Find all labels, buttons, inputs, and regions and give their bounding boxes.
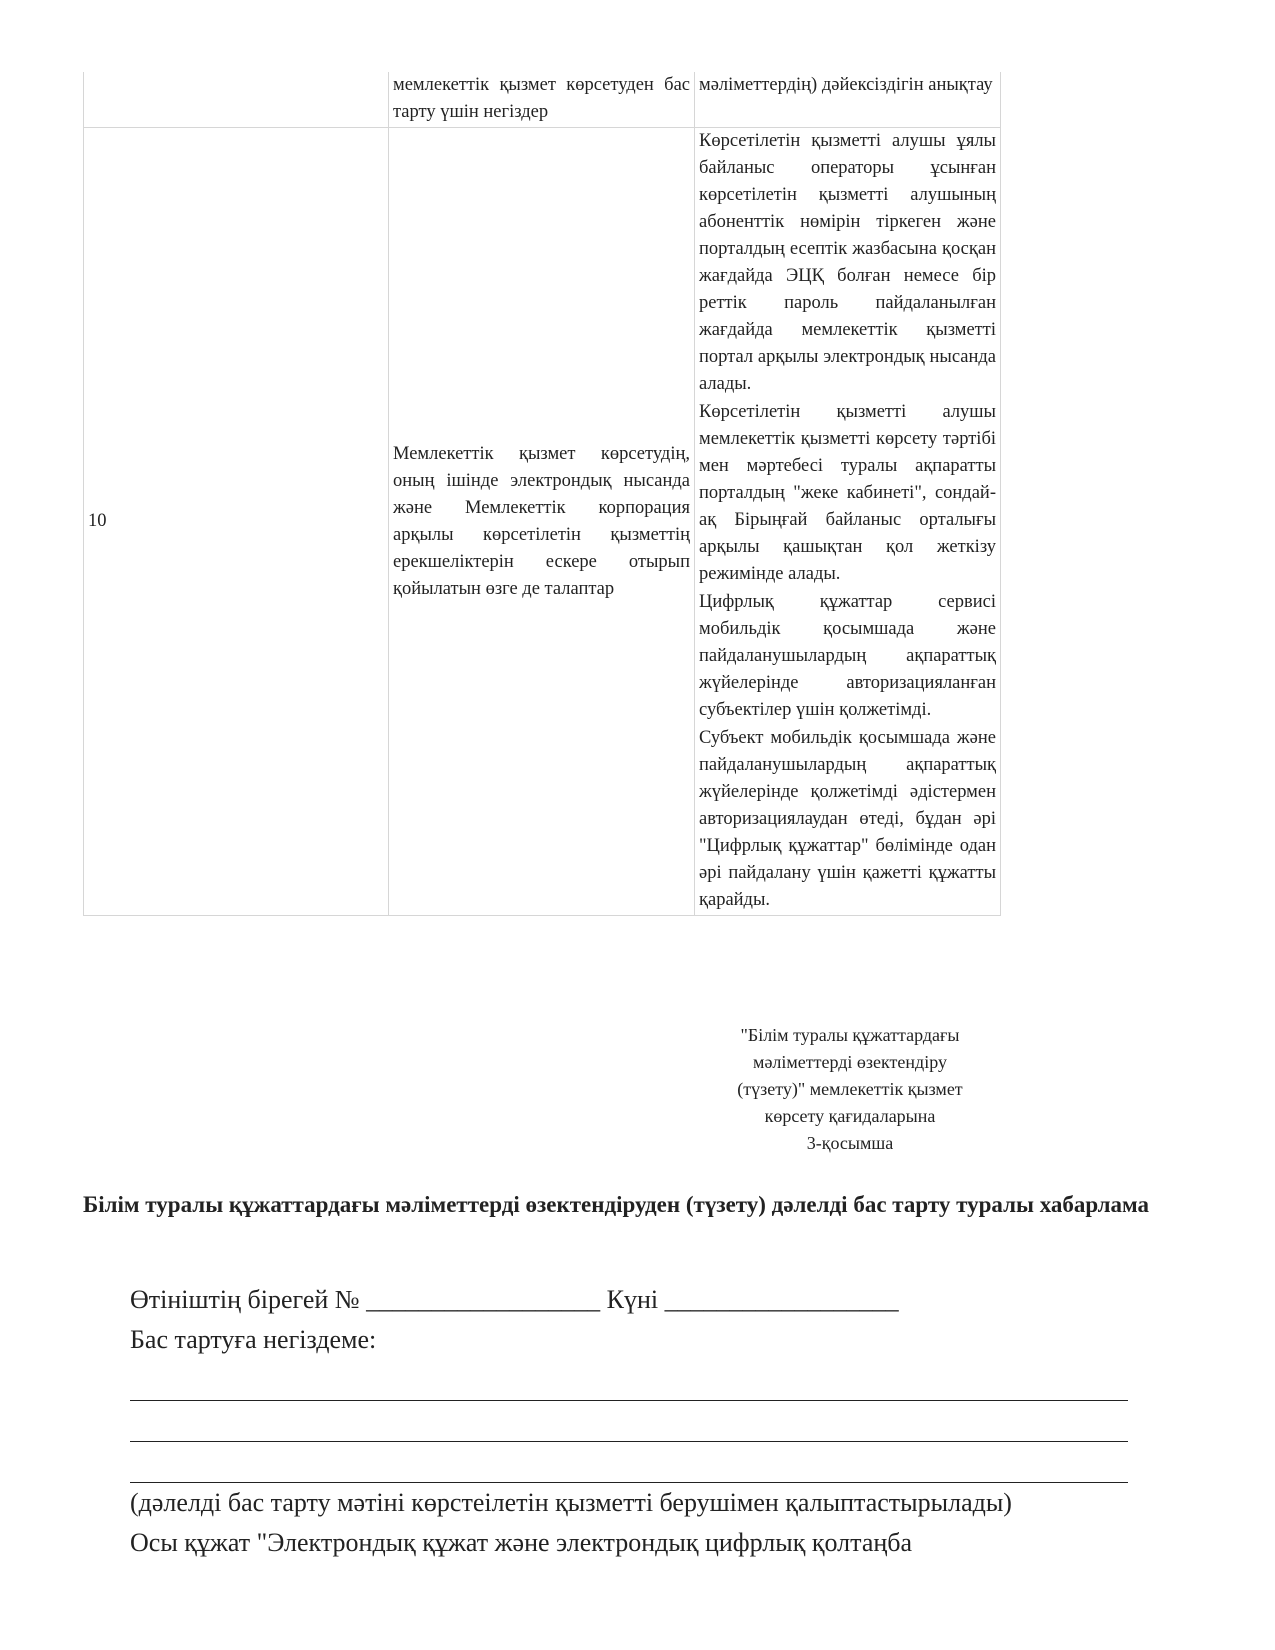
value-paragraph: Көрсетілетін қызметті алушы ұялы байланыс операторы ұсынған көрсетілетін қызметті алушының абоненттік нөмірін тіркеген және порталдың есептік жазбасына қосқан жағдайда ЭЦҚ болған немесе бір реттік пароль пайдаланылған жағдайда мемлекеттік қызметті портал арқылы электрондық нысанда алады. — [699, 131, 996, 394]
refusal-basis-label: Бас тартуға негіздеме: — [130, 1325, 377, 1354]
row-value-cell: мәліметтердің) дәйексіздігін анықтау — [695, 72, 1001, 128]
form-note: (дәлелді бас тарту мәтіні көрстеілетін қызметті берушімен қалыптастырылады) — [130, 1488, 1012, 1517]
row-number-cell: 10 — [84, 128, 389, 916]
value-paragraph: Көрсетілетін қызметті алушы мемлекеттік қызметті көрсету тәртібі мен мәртебесі туралы ақпаратты порталдың "жеке кабинеті", сондай-ақ Бірыңғай байланыс орталығы арқылы қашықтан қол жеткізу режимінде алады. — [699, 402, 996, 584]
appendix-line: көрсету қағидаларына — [764, 1106, 936, 1126]
document-title: Білім туралы құжаттардағы мәліметтерді өзектендіруден (түзету) дәлелді бас тарту туралы хабарлама — [83, 1192, 1150, 1217]
refusal-form — [130, 1280, 1130, 1563]
table-row — [84, 72, 1001, 128]
appendix-line: (түзету)" мемлекеттік қызмет — [737, 1079, 963, 1099]
application-number-line — [130, 1280, 1130, 1320]
application-number-field[interactable]: __________________ — [366, 1285, 601, 1314]
row-number-cell — [84, 72, 389, 128]
row-label-cell: мемлекеттік қызмет көрсетуден бас тарту үшін негіздер — [389, 72, 695, 128]
appendix-line: 3-қосымша — [806, 1133, 894, 1153]
closing-text: Осы құжат "Электрондық құжат және электрондық цифрлық қолтаңба — [130, 1528, 913, 1557]
row-label-cell: Мемлекеттік қызмет көрсетудің, оның ішінде электрондық нысанда және Мемлекеттік корпорация арқылы көрсетілетін қызметтің ерекшеліктерін ескере отырып қойылатын өзге де талаптар — [389, 128, 695, 916]
date-label: Күні — [606, 1285, 659, 1314]
appendix-note — [700, 1022, 1000, 1157]
value-paragraph: Цифрлық құжаттар сервисі мобильдік қосымшада және пайдаланушылардың ақпараттық жүйелерінде авторизацияланған субъектілер үшін қолжетімді. — [699, 592, 996, 720]
refusal-basis-line[interactable] — [130, 1401, 1128, 1442]
value-paragraph: Субъект мобильдік қосымшада және пайдаланушылардың ақпараттық жүйелерінде қолжетімді әдістермен авторизациялаудан өтеді, бұдан әрі "Цифрлық құжаттар" бөлімінде одан әрі пайдалану үшін қажетті құжатты қарайды. — [699, 728, 996, 910]
application-number-label: Өтініштің бірегей № — [130, 1285, 360, 1314]
appendix-line: мәліметтерді өзектендіру — [753, 1052, 947, 1072]
appendix-line: "Білім туралы құжаттардағы — [740, 1025, 960, 1045]
refusal-basis-line[interactable] — [130, 1360, 1128, 1401]
row-value-cell — [695, 128, 1001, 916]
requirements-table — [83, 72, 1001, 916]
table-row — [84, 128, 1001, 916]
refusal-basis-line[interactable] — [130, 1442, 1128, 1483]
date-field[interactable]: __________________ — [664, 1285, 899, 1314]
